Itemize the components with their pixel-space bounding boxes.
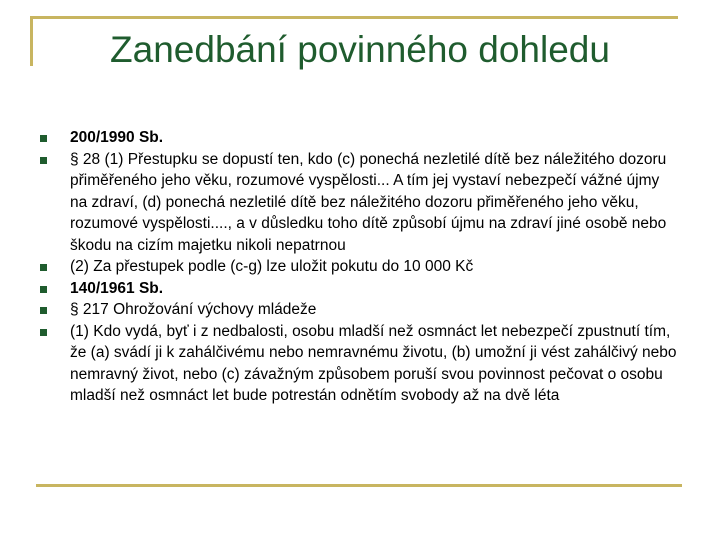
list-item-text <box>70 278 680 300</box>
square-bullet-icon <box>40 157 47 164</box>
list-item-text <box>70 127 680 149</box>
list-item-text <box>70 299 680 321</box>
law-reference: 140/1961 Sb. <box>70 279 164 297</box>
list-item <box>40 256 680 278</box>
frame-top-line <box>30 16 678 19</box>
item-body: (2) Za přestupek podle (c-g) lze uložit pokutu do 10 000 Kč <box>70 258 474 275</box>
list-item-text <box>70 256 680 278</box>
bullet-list <box>40 127 680 407</box>
square-bullet-icon <box>40 307 47 314</box>
square-bullet-icon <box>40 264 47 271</box>
list-item <box>40 321 680 407</box>
list-item-text <box>70 149 680 257</box>
square-bullet-icon <box>40 135 47 142</box>
list-item <box>40 299 680 321</box>
square-bullet-icon <box>40 286 47 293</box>
slide-title: Zanedbání povinného dohledu <box>110 29 610 70</box>
item-body: (1) Kdo vydá, byť i z nedbalosti, osobu mladší než osmnáct let nebezpečí zpustnutí tím, že (a) svádí ji k zahálčivému nebo nemravnému životu, (b) umožní ji vést zahálčivý nebo nemravný život, nebo (c) závažným způsobem poruší svou povinnost pečovat o osobu mladší než osmnáct let bude potrestán odnětím svobody až na dvě léta <box>70 322 677 404</box>
frame-bottom-line <box>36 484 682 487</box>
law-reference: 200/1990 Sb. <box>70 129 164 146</box>
list-item-text <box>70 321 680 407</box>
square-bullet-icon <box>40 329 47 336</box>
list-item <box>40 127 680 149</box>
list-item <box>40 149 680 257</box>
item-body: § 217 Ohrožování výchovy mládeže <box>70 301 317 318</box>
list-item <box>40 278 680 300</box>
item-body: § 28 (1) Přestupku se dopustí ten, kdo (c) ponechá nezletilé dítě bez náležitého dozoru přiměřeného jeho věku, rozumové vyspělosti... A tím jej vystaví nebezpečí vážné újmy na zdraví, (d) ponechá nezletilé dítě bez náležitého dozoru přiměřeného jeho věku, rozumové vyspělosti...., a v důsledku toho dítě způsobí újmu na zdraví jiné osobě nebo škodu na cizím majetku nikoli nepatrnou <box>70 150 667 254</box>
